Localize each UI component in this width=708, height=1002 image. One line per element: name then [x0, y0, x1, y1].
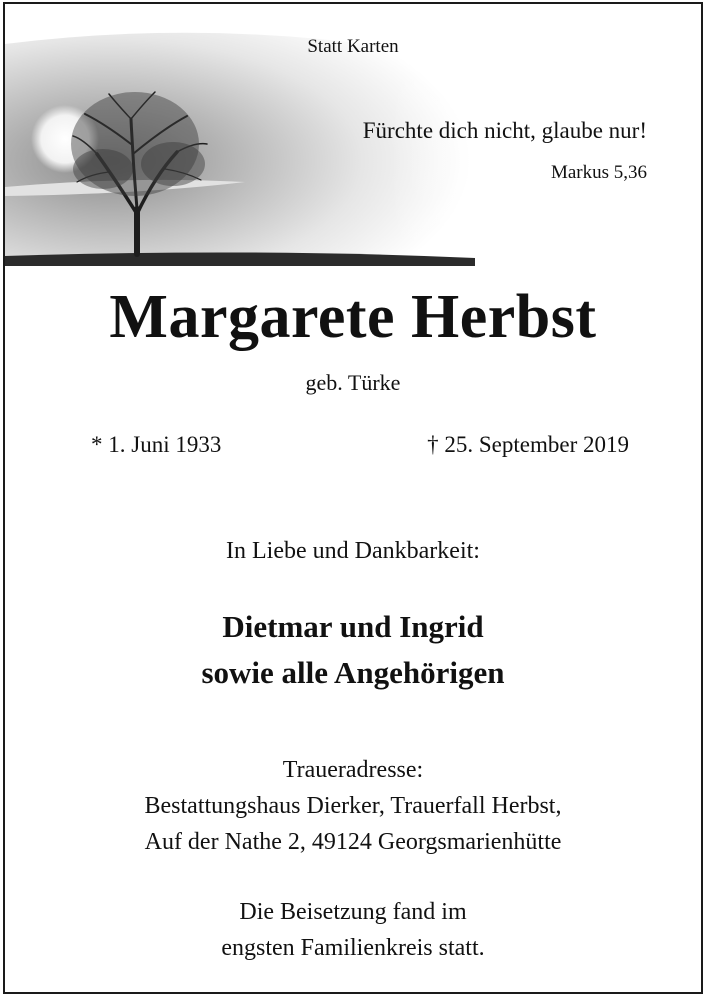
mourning-address — [5, 752, 701, 860]
funeral-note — [5, 894, 701, 966]
address-heading: Traueradresse: — [282, 757, 424, 783]
funeral-line: Die Beisetzung fand im — [239, 899, 467, 925]
deceased-name: Margarete Herbst — [109, 283, 597, 351]
address-line: Bestattungshaus Dierker, Trauerfall Herbst, — [144, 793, 562, 819]
header-image-area — [5, 4, 701, 274]
funeral-line: engsten Familienkreis statt. — [221, 935, 485, 961]
bible-reference: Markus 5,36 — [550, 162, 647, 183]
bible-quote: Fürchte dich nicht, glaube nur! — [362, 118, 647, 143]
obituary-notice — [3, 2, 703, 994]
death-date: † 25. September 2019 — [427, 432, 629, 457]
mourners-names — [5, 604, 701, 696]
address-line: Auf der Nathe 2, 49124 Georgsmarienhütte — [144, 829, 562, 855]
mourners-intro: In Liebe und Dankbarkeit: — [226, 538, 480, 564]
statt-karten-notice: Statt Karten — [307, 36, 399, 57]
maiden-name: geb. Türke — [305, 370, 401, 395]
mourner-line: Dietmar und Ingrid — [222, 609, 484, 644]
birth-date: * 1. Juni 1933 — [91, 432, 222, 457]
mourner-line: sowie alle Angehörigen — [201, 655, 505, 690]
